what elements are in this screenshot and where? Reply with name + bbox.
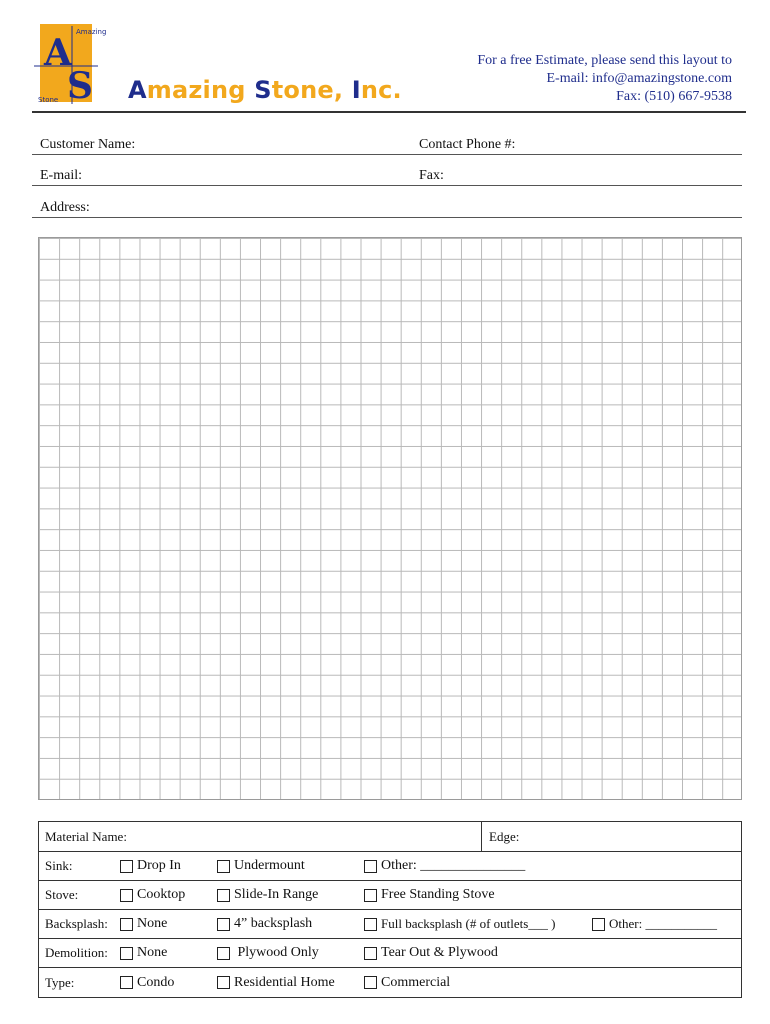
type-row (39, 967, 741, 997)
option-label: Slide-In Range (234, 887, 319, 902)
stove-row (39, 880, 741, 909)
material-row (39, 822, 741, 851)
contact-email: E-mail: info@amazingstone.com (546, 71, 732, 86)
option-label: 4” backsplash (234, 916, 313, 931)
field-rule (32, 154, 742, 155)
checkbox[interactable] (217, 860, 230, 873)
option-label: None (137, 945, 168, 960)
option-label: Free Standing Stove (381, 887, 495, 902)
svg-text:Stone: Stone (38, 96, 59, 104)
company-name-tone: tone, (271, 76, 352, 104)
column-divider (481, 822, 482, 851)
option-label: Other: ___________ (609, 916, 717, 931)
contact-info (477, 52, 732, 106)
option-label: Drop In (137, 858, 181, 873)
option-label: Tear Out & Plywood (381, 945, 498, 960)
sink-other-option[interactable] (364, 852, 525, 880)
four-inch-backsplash-option[interactable] (217, 910, 312, 938)
checkbox[interactable] (120, 976, 133, 989)
demolition-label: Demolition: (45, 945, 108, 960)
option-label: Undermount (234, 858, 305, 873)
checkbox[interactable] (364, 976, 377, 989)
option-label: Other: _______________ (381, 858, 526, 873)
option-label: None (137, 916, 168, 931)
checkbox[interactable] (364, 947, 377, 960)
contact-line-1: For a free Estimate, please send this layout to (477, 53, 732, 68)
checkbox[interactable] (217, 889, 230, 902)
layout-sketch-grid[interactable] (38, 237, 742, 800)
checkbox[interactable] (120, 947, 133, 960)
svg-text:S: S (67, 65, 93, 107)
condo-option[interactable] (120, 968, 174, 997)
customer-name-label[interactable]: Customer Name: (40, 137, 136, 152)
checkbox[interactable] (120, 918, 133, 931)
company-logo (32, 24, 107, 107)
slide-in-range-option[interactable] (217, 881, 318, 909)
header-rule (32, 111, 746, 113)
address-label[interactable]: Address: (40, 200, 90, 215)
stove-label: Stove: (45, 887, 79, 902)
backsplash-label: Backsplash: (45, 916, 108, 931)
contact-fax: Fax: (510) 667-9538 (616, 89, 732, 104)
edge-label[interactable]: Edge: (489, 828, 520, 844)
svg-text:Amazing: Amazing (76, 28, 107, 36)
checkbox[interactable] (217, 976, 230, 989)
checkbox[interactable] (364, 918, 377, 931)
email-label[interactable]: E-mail: (40, 168, 82, 183)
company-name-s: S (254, 76, 272, 104)
option-label: Residential Home (234, 974, 335, 990)
svg-text:A: A (44, 32, 72, 74)
options-table (38, 821, 742, 998)
demolition-none-option[interactable] (120, 939, 167, 967)
option-label: Cooktop (137, 887, 186, 902)
option-label: Commercial (381, 974, 451, 990)
option-label: Full backsplash (# of outlets___ ) (381, 916, 556, 931)
checkbox[interactable] (217, 947, 230, 960)
backsplash-row (39, 909, 741, 938)
contact-phone-label[interactable]: Contact Phone #: (419, 137, 516, 152)
full-backsplash-option[interactable] (364, 910, 555, 938)
cooktop-option[interactable] (120, 881, 185, 909)
company-name (128, 76, 402, 104)
field-rule (32, 185, 742, 186)
backsplash-other-option[interactable] (592, 910, 717, 938)
plywood-only-option[interactable] (217, 939, 319, 967)
type-label: Type: (45, 974, 75, 990)
material-name-label[interactable]: Material Name: (45, 828, 127, 844)
residential-home-option[interactable] (217, 968, 335, 997)
commercial-option[interactable] (364, 968, 450, 997)
checkbox[interactable] (217, 918, 230, 931)
option-label: Plywood Only (234, 945, 319, 960)
company-name-i: I (351, 76, 361, 104)
checkbox[interactable] (120, 860, 133, 873)
free-standing-stove-option[interactable] (364, 881, 495, 909)
checkbox[interactable] (364, 889, 377, 902)
undermount-option[interactable] (217, 852, 305, 880)
checkbox[interactable] (364, 860, 377, 873)
tear-out-plywood-option[interactable] (364, 939, 498, 967)
company-name-mazing: mazing (146, 76, 255, 104)
checkbox[interactable] (120, 889, 133, 902)
company-name-a: A (128, 76, 147, 104)
checkbox[interactable] (592, 918, 605, 931)
drop-in-option[interactable] (120, 852, 181, 880)
demolition-row (39, 938, 741, 967)
sink-row (39, 851, 741, 880)
backsplash-none-option[interactable] (120, 910, 167, 938)
fax-label[interactable]: Fax: (419, 168, 444, 183)
option-label: Condo (137, 974, 175, 990)
company-name-nc: nc. (360, 76, 402, 104)
sink-label: Sink: (45, 858, 73, 873)
field-rule (32, 217, 742, 218)
